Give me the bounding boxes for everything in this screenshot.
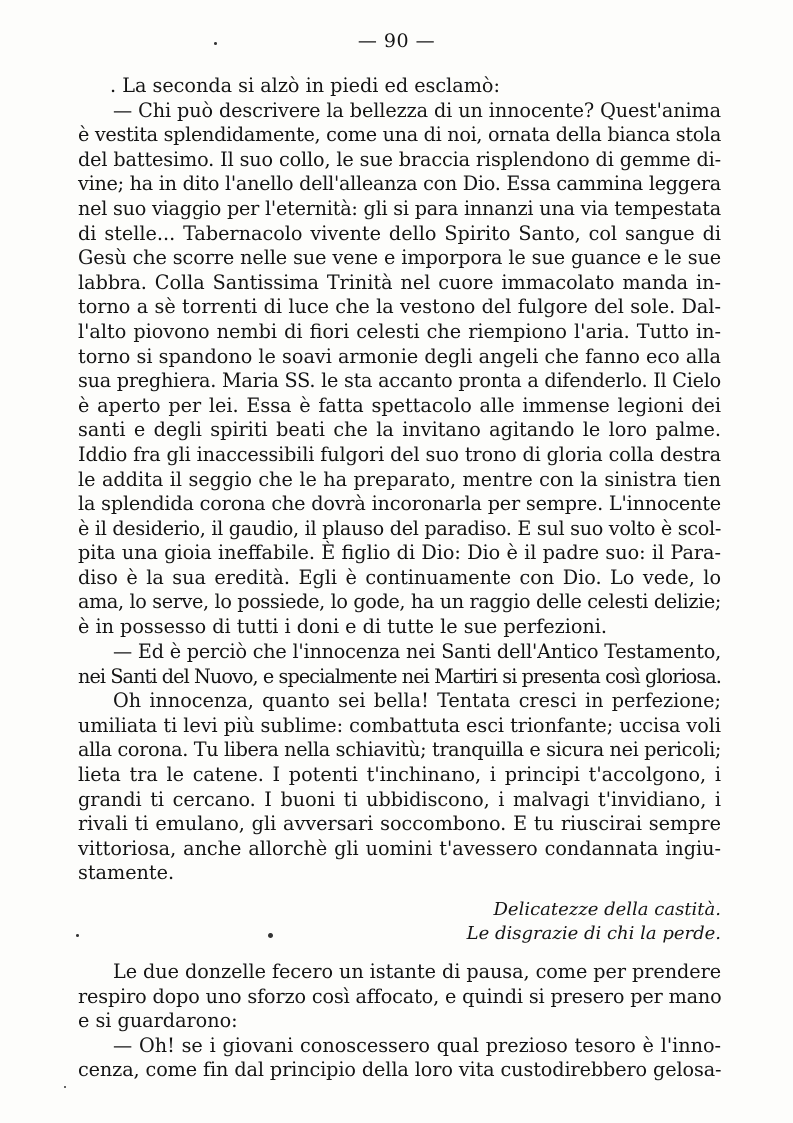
- print-speck: [214, 42, 217, 45]
- text-line: è aperto per lei. Essa è fatta spettacolo alle immense legioni dei: [78, 393, 721, 417]
- text-line: umiliata ti levi più sublime: combattuta esci trionfante; uccisa voli: [78, 713, 721, 737]
- paragraph-pause: [78, 960, 721, 1083]
- text-line: torno si spandono le soavi armonie degli angeli che fanno eco alla: [78, 344, 721, 368]
- text-line: nel suo viaggio per l'eternità: gli si para innanzi una via tempestata: [78, 196, 721, 220]
- text-line: del battesimo. Il suo collo, le sue braccia risplendono di gemme di-: [78, 147, 721, 171]
- text-line: diso è la sua eredità. Egli è continuamente con Dio. Lo vede, lo: [78, 565, 721, 589]
- text-line: — Chi può descrivere la bellezza di un innocente? Quest'anima: [113, 98, 721, 122]
- text-line: la splendida corona che dovrà incoronarla per sempre. L'innocente: [78, 492, 721, 516]
- text-line: grandi ti cercano. I buoni ti ubbidiscono, i malvagi t'invidiano, i: [78, 787, 721, 811]
- text-line: rivali ti emulano, gli avversari soccombono. E tu riuscirai sempre: [78, 812, 721, 836]
- text-line: alla corona. Tu libera nella schiavitù; tranquilla e sicura nei pericoli;: [78, 738, 721, 762]
- text-line: — Ed è perciò che l'innocenza nei Santi dell'Antico Testamento,: [113, 640, 721, 663]
- text-line: l'alto piovono nembi di fiori celesti che riempiono l'aria. Tutto in-: [78, 319, 721, 343]
- text-line: — Oh! se i giovani conoscessero qual prezioso tesoro è l'inno-: [113, 1033, 721, 1057]
- text-line: santi e degli spiriti beati che la invitano agitando le loro palme.: [78, 418, 721, 442]
- paragraph-innocence-description: [78, 74, 721, 640]
- section-heading-line-2: Le disgrazie di chi la perde.: [466, 923, 721, 944]
- text-line: Iddio fra gli inaccessibili fulgori del suo trono di gloria colla destra: [78, 442, 721, 466]
- text-line: Le due donzelle fecero un istante di pausa, come per prendere: [113, 960, 721, 983]
- text-line: le addita il seggio che le ha preparato, mentre con la sinistra tien: [78, 467, 721, 491]
- text-line: pita una gioia ineffabile. È figlio di Dio: Dio è il padre suo: il Para-: [78, 541, 721, 565]
- text-line: torno a sè torrenti di luce che la vestono del fulgore del sole. Dal-: [78, 295, 721, 319]
- page-number: — 90 —: [357, 30, 436, 52]
- text-line: è vestita splendidamente, come una di noi, ornata della bianca stola: [78, 123, 721, 147]
- text-line: Gesù che scorre nelle sue vene e imporpora le sue guance e le sue: [78, 246, 721, 270]
- print-speck: [76, 934, 79, 937]
- text-line: . La seconda si alzò in piedi ed esclamò:: [110, 74, 500, 97]
- text-line: sua preghiera. Maria SS. le sta accanto pronta a difenderlo. Il Cielo: [78, 369, 721, 393]
- text-line: vine; ha in dito l'anello dell'alleanza con Dio. Essa cammina leggera: [78, 172, 721, 196]
- text-line: respiro dopo uno sforzo così affocato, e quindi si presero per mano: [78, 984, 722, 1008]
- text-line: è in possesso di tutti i doni e di tutte le sue perfezioni.: [78, 615, 608, 639]
- text-line: è il desiderio, il gaudio, il plauso del paradiso. E sul suo volto è scol-: [78, 516, 721, 540]
- print-speck: [268, 933, 273, 938]
- text-line: Oh innocenza, quanto sei bella! Tentata cresci in perfezione;: [113, 689, 721, 713]
- text-line: e si guardarono:: [78, 1009, 238, 1033]
- text-line: cenza, come fin dal principio della loro vita custodirebbero gelosa-: [78, 1058, 722, 1082]
- paragraph-innocence-glory: [78, 640, 721, 886]
- text-line: lieta tra le catene. I potenti t'inchinano, i principi t'accolgono, i: [78, 762, 721, 786]
- text-line: di stelle... Tabernacolo vivente dello Spirito Santo, col sangue di: [78, 221, 721, 245]
- print-speck: [64, 1086, 66, 1088]
- text-line: labbra. Colla Santissima Trinità nel cuore immacolato manda in-: [78, 270, 721, 294]
- text-line: vittoriosa, anche allorchè gli uomini t'avessero condannata ingiu-: [78, 836, 721, 860]
- section-heading-line-1: Delicatezze della castità.: [493, 899, 721, 920]
- text-line: ama, lo serve, lo possiede, lo gode, ha un raggio delle celesti delizie;: [78, 590, 721, 614]
- text-line: nei Santi del Nuovo, e specialmente nei Martiri si presenta così gloriosa.: [78, 664, 721, 688]
- text-line: stamente.: [78, 861, 175, 885]
